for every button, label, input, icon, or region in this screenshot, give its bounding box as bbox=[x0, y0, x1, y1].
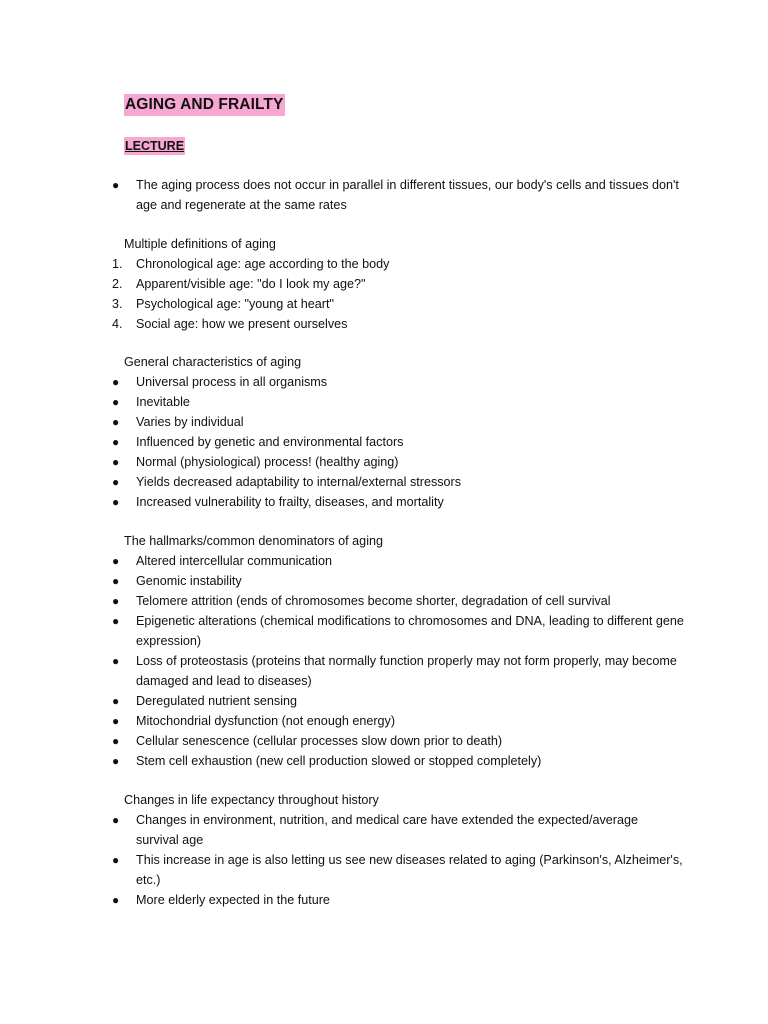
list-item bbox=[0, 711, 684, 731]
section-heading: Multiple definitions of aging bbox=[124, 237, 276, 251]
bullet-icon: ● bbox=[112, 435, 120, 449]
intro-section bbox=[0, 175, 768, 215]
bullet-icon: ● bbox=[112, 853, 120, 867]
bullet-icon: ● bbox=[112, 475, 120, 489]
list-item-text: Psychological age: "young at heart" bbox=[136, 297, 334, 311]
list-number: 1. bbox=[112, 257, 123, 271]
bullet-icon: ● bbox=[112, 734, 120, 748]
bullet-icon: ● bbox=[112, 594, 120, 608]
bullet-icon: ● bbox=[112, 415, 120, 429]
bullet-icon: ● bbox=[112, 654, 120, 668]
list-item-text: Normal (physiological) process! (healthy aging) bbox=[136, 455, 399, 469]
list-item bbox=[0, 372, 684, 392]
list-item bbox=[0, 314, 684, 334]
list-number: 4. bbox=[112, 317, 123, 331]
section-heading: General characteristics of aging bbox=[124, 355, 302, 369]
bullet-icon: ● bbox=[112, 554, 120, 568]
list-item bbox=[0, 472, 684, 492]
definitions-section bbox=[0, 234, 768, 334]
hallmarks-section bbox=[0, 531, 768, 771]
list-item bbox=[0, 452, 684, 472]
bullet-icon: ● bbox=[112, 893, 120, 907]
bullet-icon: ● bbox=[112, 395, 120, 409]
list-item bbox=[0, 392, 684, 412]
bullet-icon: ● bbox=[112, 375, 120, 389]
list-item-text: Mitochondrial dysfunction (not enough energy) bbox=[136, 714, 396, 728]
lecture-subtitle: LECTURE bbox=[125, 139, 185, 153]
list-item bbox=[0, 432, 684, 452]
bullet-icon: ● bbox=[112, 574, 120, 588]
bullet-icon: ● bbox=[112, 614, 120, 628]
list-item bbox=[0, 810, 684, 850]
list-item bbox=[0, 611, 684, 651]
list-item-text: Varies by individual bbox=[136, 415, 244, 429]
list-item bbox=[0, 254, 684, 274]
list-item bbox=[0, 731, 684, 751]
list-item-text: Genomic instability bbox=[136, 574, 242, 588]
page-title: AGING AND FRAILTY bbox=[124, 94, 285, 116]
bullet-icon: ● bbox=[112, 754, 120, 768]
list-item-text: Apparent/visible age: "do I look my age?" bbox=[136, 277, 366, 291]
list-item-text: More elderly expected in the future bbox=[136, 893, 330, 907]
list-item-text: Yields decreased adaptability to internal/external stressors bbox=[136, 475, 462, 489]
section-heading: Changes in life expectancy throughout history bbox=[124, 793, 379, 807]
bullet-icon: ● bbox=[112, 694, 120, 708]
list-item-text: Loss of proteostasis (proteins that normally function properly may not form properly, may become damaged and lead to diseases) bbox=[136, 654, 677, 688]
list-item bbox=[0, 890, 684, 910]
list-item bbox=[0, 175, 684, 215]
list-item-text: This increase in age is also letting us see new diseases related to aging (Parkinson's, Alzheimer's, etc.) bbox=[136, 853, 683, 887]
list-item-text: Chronological age: age according to the body bbox=[136, 257, 390, 271]
bullet-icon: ● bbox=[112, 495, 120, 509]
list-item-text: Increased vulnerability to frailty, diseases, and mortality bbox=[136, 495, 444, 509]
list-item bbox=[0, 492, 684, 512]
list-item-text: Inevitable bbox=[136, 395, 190, 409]
bullet-icon: ● bbox=[112, 178, 120, 192]
list-item-text: Social age: how we present ourselves bbox=[136, 317, 348, 331]
bullet-icon: ● bbox=[112, 813, 120, 827]
list-item bbox=[0, 691, 684, 711]
list-item bbox=[0, 651, 684, 691]
list-number: 2. bbox=[112, 277, 123, 291]
list-item bbox=[0, 591, 684, 611]
list-item bbox=[0, 274, 684, 294]
list-item-text: Influenced by genetic and environmental factors bbox=[136, 435, 404, 449]
list-item-text: Changes in environment, nutrition, and medical care have extended the expected/average survival age bbox=[136, 813, 638, 847]
list-item-text: Stem cell exhaustion (new cell production slowed or stopped completely) bbox=[136, 754, 542, 768]
characteristics-section bbox=[0, 352, 768, 512]
list-item bbox=[0, 571, 684, 591]
list-number: 3. bbox=[112, 297, 123, 311]
list-item bbox=[0, 412, 684, 432]
list-item-text: The aging process does not occur in parallel in different tissues, our body's cells and tissues don't age and regenerate at the same rates bbox=[136, 178, 679, 212]
list-item-text: Altered intercellular communication bbox=[136, 554, 332, 568]
bullet-icon: ● bbox=[112, 714, 120, 728]
list-item-text: Cellular senescence (cellular processes slow down prior to death) bbox=[136, 734, 503, 748]
list-item bbox=[0, 294, 684, 314]
list-item bbox=[0, 751, 684, 771]
list-item-text: Telomere attrition (ends of chromosomes become shorter, degradation of cell survival bbox=[136, 594, 611, 608]
list-item-text: Deregulated nutrient sensing bbox=[136, 694, 298, 708]
list-item bbox=[0, 551, 684, 571]
bullet-icon: ● bbox=[112, 455, 120, 469]
list-item-text: Epigenetic alterations (chemical modifications to chromosomes and DNA, leading to different gene expression) bbox=[136, 614, 684, 648]
life-expectancy-section bbox=[0, 790, 768, 910]
section-heading: The hallmarks/common denominators of aging bbox=[124, 534, 383, 548]
list-item bbox=[0, 850, 684, 890]
list-item-text: Universal process in all organisms bbox=[136, 375, 328, 389]
